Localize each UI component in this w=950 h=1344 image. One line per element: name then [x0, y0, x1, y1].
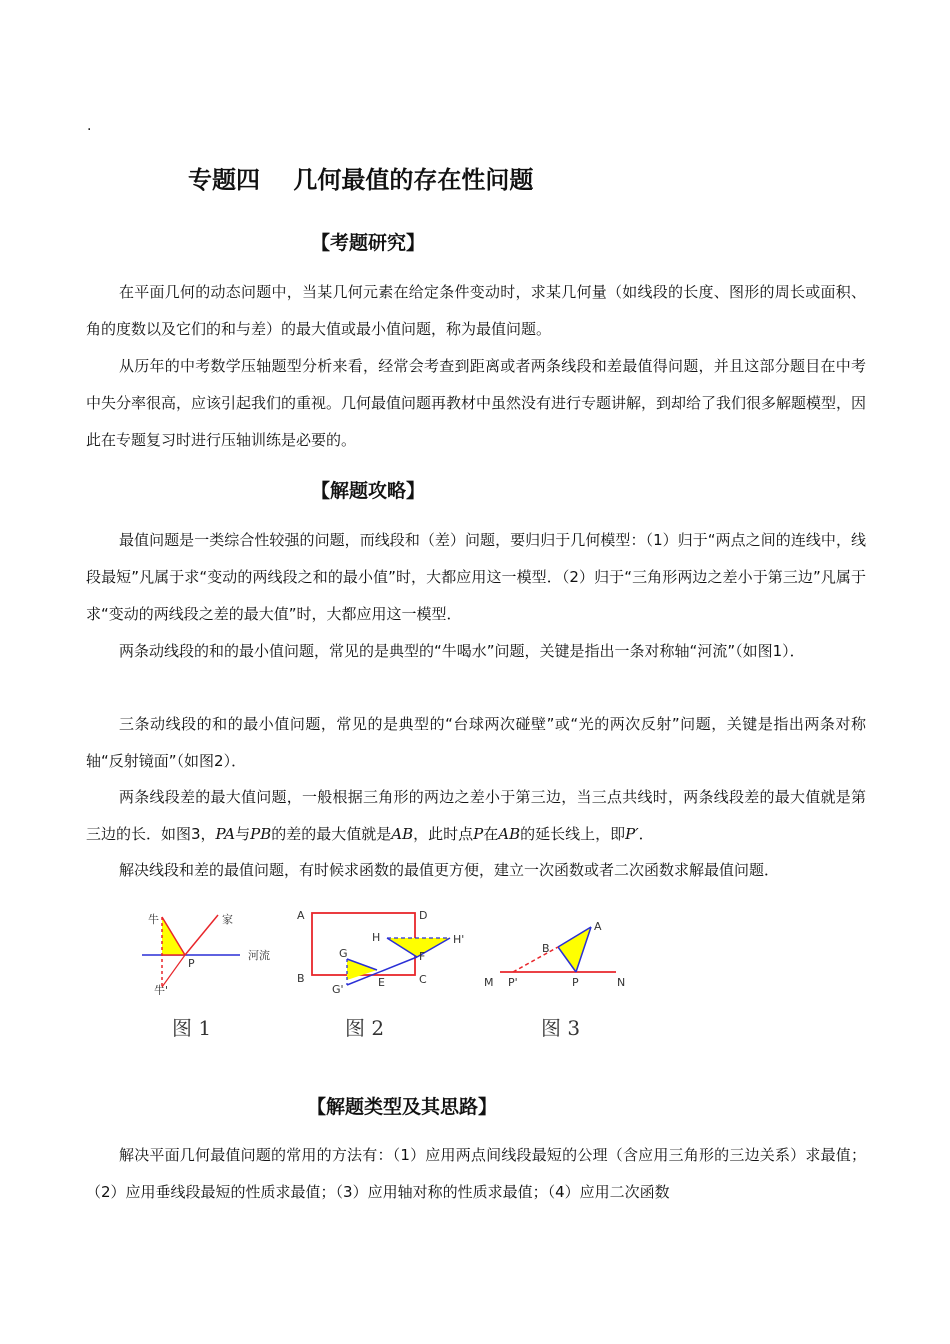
label-n: N [617, 976, 626, 989]
paragraph-3: 最值问题是一类综合性较强的问题，而线段和（差）问题，要归归于几何模型：（1）归于“两点之间的连线中，线段最短”凡属于求“变动的两线段之和的最小值”时，大都应用这一模型．（2）归于“三角形两边之差小于第三边”凡属于求“变动的两线段之差的最大值”时，大都应用这一模型． [86, 531, 866, 623]
label-f: F [419, 950, 426, 963]
paragraph-8: 解决平面几何最值问题的常用的方法有：（1）应用两点间线段最短的公理（含应用三角形的三边关系）求最值；（2）应用垂线段最短的性质求最值；（3）应用轴对称的性质求最值；（4）应用二次函数 [86, 1146, 866, 1201]
reflect-line [162, 955, 185, 987]
p6-p: P [473, 825, 484, 843]
label-b: B [542, 942, 550, 955]
paragraph-5: 三条动线段的和的最小值问题，常见的是典型的“台球两次碰壁”或“光的两次反射”问题，关键是指出两条对称轴“反射镜面”（如图2）． [86, 715, 866, 770]
label-m: M [484, 976, 494, 989]
label-cow-prime: 牛' [154, 984, 169, 995]
paragraph-2: 从历年的中考数学压轴题型分析来看，经常会考查到距离或者两条线段和差最值得问题，并且这部分题目在中考中失分率很高，应该引起我们的重视。几何最值问题再教材中虽然没有进行专题讲解，到却给了我们很多解题模型，因此在专题复习时进行压轴训练是必要的。 [86, 357, 867, 449]
label-pprime: P' [508, 976, 518, 989]
p6-text-c: 的差的最大值就是 [271, 825, 392, 843]
label-h: H [372, 931, 381, 944]
label-hprime: H' [453, 933, 465, 946]
p6-text-a: 两条线段差的最大值问题，一般根据三角形的两边之差小于第三边，当三点共线时，两条线段差的最大值就是第三边的长．如图3， [86, 788, 866, 843]
label-river: 河流 [248, 949, 270, 962]
p6-pa: PA [215, 825, 236, 843]
p-to-home-line [185, 915, 218, 955]
p6-text-b: 与 [235, 825, 251, 843]
label-cow: 牛 [148, 913, 159, 926]
paragraph-4: 两条动线段的和的最小值问题，常见的是典型的“牛喝水”问题，关键是指出一条对称轴“河流”（如图1）． [119, 642, 805, 660]
label-p: P [188, 957, 195, 970]
p6-text-f: 的延长线上，即 [520, 825, 626, 843]
figure-1 [130, 905, 280, 995]
paragraph-6 [86, 779, 866, 853]
p6-pprime: P′ [625, 825, 639, 843]
p6-text-g: ． [638, 825, 654, 843]
label-a: A [297, 909, 305, 922]
section-strategy: 【解题攻略】 [311, 480, 426, 502]
label-c: C [419, 973, 427, 986]
yellow-triangle-bottom [347, 959, 377, 980]
p6-text-e: 在 [483, 825, 499, 843]
section-types: 【解题类型及其思路】 [307, 1096, 498, 1118]
label-p: P [572, 976, 579, 989]
figure-2-caption: 图 2 [345, 1016, 385, 1040]
figure-3 [478, 905, 648, 995]
label-g: G [339, 947, 348, 960]
label-gprime: G' [332, 983, 344, 995]
page-dot: . [87, 118, 92, 134]
p6-ab2: AB [498, 825, 521, 843]
label-b: B [297, 972, 305, 985]
yellow-triangle [558, 927, 591, 972]
label-e: E [378, 976, 385, 989]
p6-pb: PB [250, 825, 272, 843]
page-title: 专题四 几何最值的存在性问题 [188, 166, 534, 194]
figure-3-caption: 图 3 [541, 1016, 581, 1040]
figure-2 [292, 905, 472, 995]
paragraph-7: 解决线段和差的最值问题，有时候求函数的最值更方便，建立一次函数或者二次函数求解最值问题． [119, 861, 780, 879]
figure-1-caption: 图 1 [172, 1016, 212, 1040]
label-home: 家 [222, 913, 233, 926]
label-a: A [594, 920, 602, 933]
p6-ab: AB [391, 825, 414, 843]
label-d: D [419, 909, 428, 922]
section-research: 【考题研究】 [311, 232, 426, 254]
p6-text-d: ，此时点 [413, 825, 474, 843]
paragraph-1: 在平面几何的动态问题中，当某几何元素在给定条件变动时，求某几何量（如线段的长度、图形的周长或面积、角的度数以及它们的和与差）的最大值或最小值问题，称为最值问题。 [86, 283, 866, 338]
extension-dash [513, 947, 558, 972]
